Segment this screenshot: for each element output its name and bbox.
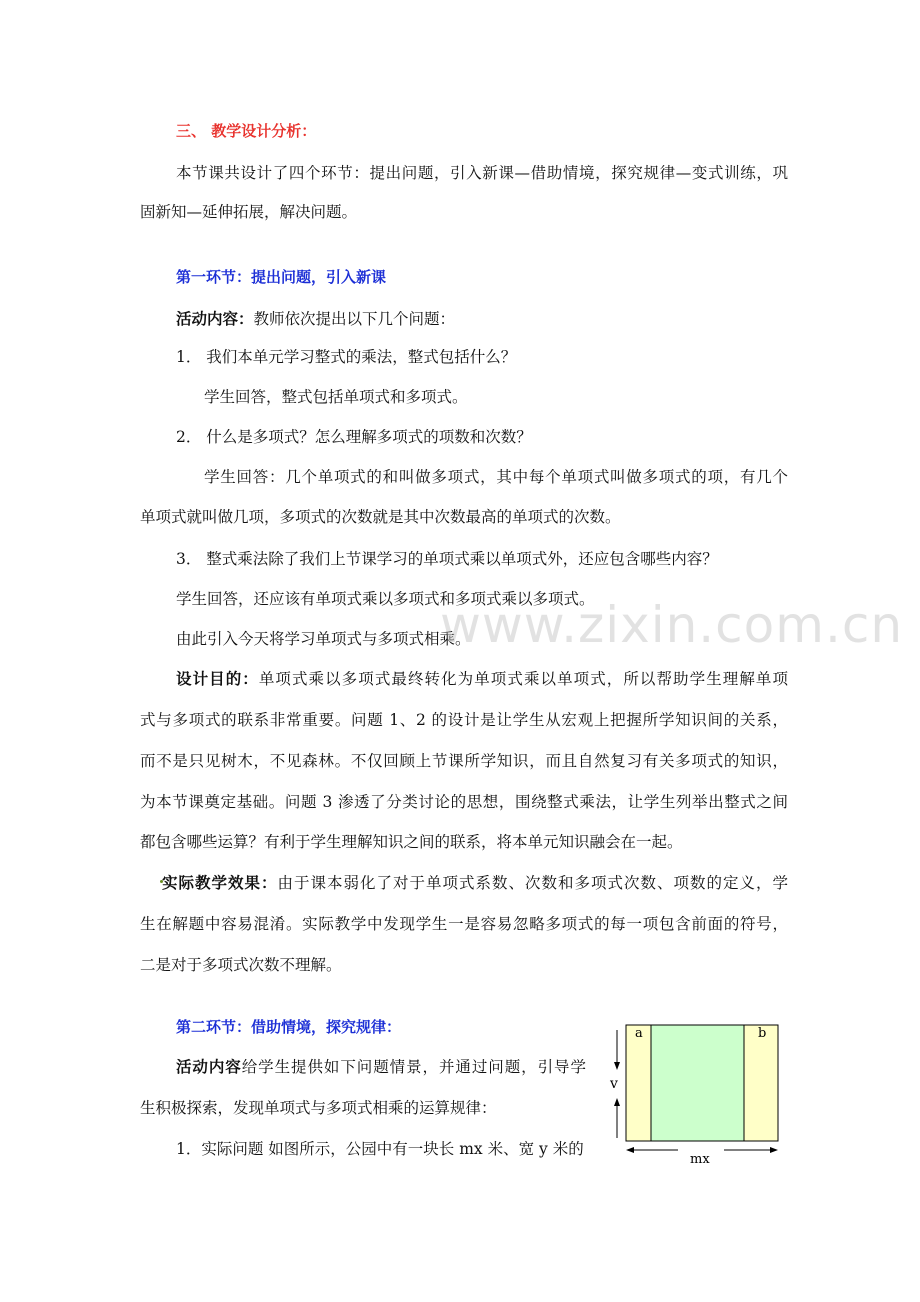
paragraph-line: 本节课共设计了四个环节：提出问题，引入新课—借助情境，探究规律—变式训练，巩	[176, 164, 788, 182]
question-2: 2． 什么是多项式？怎么理解多项式的项数和次数？	[176, 428, 532, 446]
effect-text: 由于课本弱化了对于单项式系数、次数和多项式次数、项数的定义，学	[277, 874, 788, 892]
step2-title: 第二环节：借助情境，探究规律：	[176, 1018, 402, 1036]
section-title: 三、 教学设计分析：	[176, 122, 317, 140]
left-strip	[626, 1025, 651, 1141]
activity2-label: 活动内容	[176, 1058, 242, 1076]
activity-line	[176, 308, 455, 330]
activity2-line: 生积极探索，发现单项式与多项式相乘的运算规律：	[140, 1099, 497, 1117]
answer-2-line: 学生回答：几个单项式的和叫做多项式，其中每个单项式叫做多项式的项，有几个	[204, 468, 788, 486]
effect-line: 生在解题中容易混淆。实际教学中发现学生一是容易忽略多项式的每一项包含前面的符号，	[140, 915, 788, 933]
paragraph-line: 固新知—延伸拓展，解决问题。	[140, 203, 358, 221]
label-mx: mx	[690, 1152, 710, 1167]
effect-line: 二是对于多项式次数不理解。	[140, 956, 342, 974]
answer-1: 学生回答，整式包括单项式和多项式。	[204, 388, 468, 406]
purpose-label: 设计目的：	[176, 670, 259, 688]
activity-text: 教师依次提出以下几个问题：	[253, 310, 456, 328]
activity2-text: 给学生提供如下问题情景，并通过问题，引导学	[241, 1058, 586, 1076]
purpose-line	[176, 668, 788, 690]
label-a: a	[635, 1026, 643, 1041]
arrow-head-right	[770, 1147, 778, 1153]
center-area	[651, 1025, 744, 1141]
watermark: www.zixin.com.cn	[440, 596, 904, 654]
answer-2-line: 单项式就叫做几项，多项式的次数就是其中次数最高的单项式的次数。	[140, 508, 621, 526]
effect-label: 实际教学效果：	[162, 874, 278, 892]
label-b: b	[758, 1026, 767, 1041]
park-diagram	[606, 1020, 786, 1170]
problem-line: 1．实际问题 如图所示，公园中有一块长 mx 米、宽 y 米的	[176, 1140, 584, 1158]
question-3: 3． 整式乘法除了我们上节课学习的单项式乘以单项式外，还应包含哪些内容？	[176, 550, 718, 568]
activity2-line	[176, 1056, 586, 1078]
purpose-line: 都包含哪些运算？有利于学生理解知识之间的联系，将本单元知识融会在一起。	[140, 833, 683, 851]
purpose-text: 单项式乘以多项式最终转化为单项式乘以单项式，所以帮助学生理解单项	[258, 670, 788, 688]
purpose-line: 为本节课奠定基础。问题 3 渗透了分类讨论的思想，围绕整式乘法，让学生列举出整式之间	[140, 793, 788, 811]
activity-label: 活动内容：	[176, 310, 254, 328]
question-1: 1． 我们本单元学习整式的乘法，整式包括什么？	[176, 348, 517, 366]
label-y: v	[610, 1076, 618, 1092]
step1-title: 第一环节：提出问题，引入新课	[176, 268, 387, 286]
right-strip	[744, 1025, 778, 1141]
purpose-line: 而不是只见树木，不见森林。不仅回顾上节课所学知识，而且自然复习有关多项式的知识，	[140, 752, 788, 770]
purpose-line: 式与多项式的联系非常重要。问题 1、2 的设计是让学生从宏观上把握所学知识间的关系，	[140, 711, 788, 729]
effect-line	[162, 872, 788, 894]
arrow-head-down	[614, 1062, 620, 1070]
arrow-head-up	[614, 1098, 620, 1106]
arrow-head-left	[626, 1147, 634, 1153]
lead-in: 由此引入今天将学习单项式与多项式相乘。	[176, 630, 471, 648]
answer-3: 学生回答，还应该有单项式乘以多项式和多项式乘以多项式。	[176, 590, 595, 608]
